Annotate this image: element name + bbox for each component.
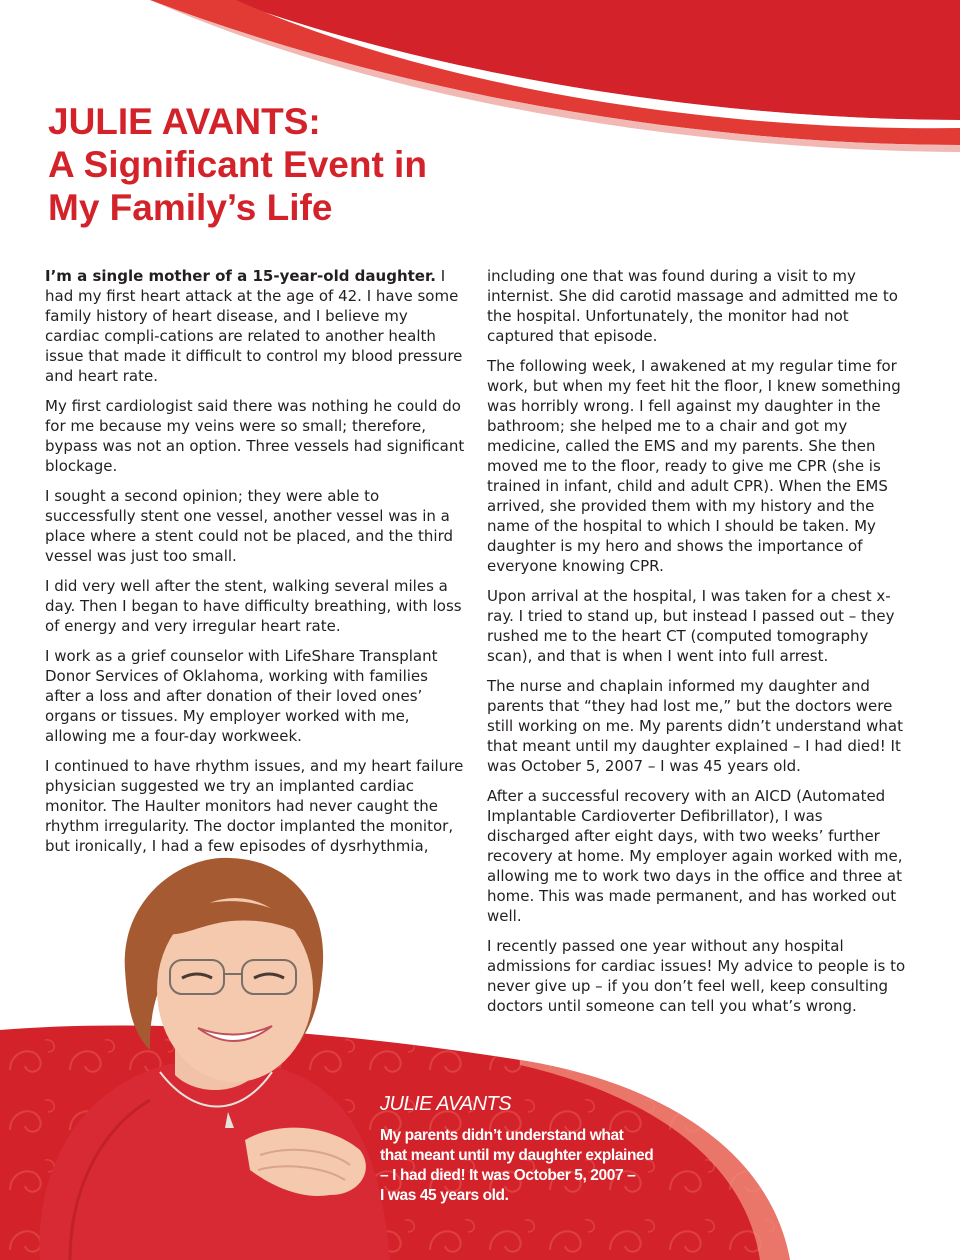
- left-text-column: [45, 266, 465, 866]
- pull-quote-name: JULIE AVANTS: [380, 1093, 512, 1115]
- paragraph: Upon arrival at the hospital, I was taken for a chest x-ray. I tried to stand up, but instead I passed out – they rushed me to the heart CT (computed tomography scan), and that is when I went into full arrest.: [487, 587, 895, 665]
- pull-quote-line: – I had died! It was October 5, 2007 –: [380, 1167, 636, 1184]
- paragraph: I recently passed one year without any hospital admissions for cardiac issues! My advice to people is to never give up – if you don’t feel well, keep consulting doctors until someone can tell you what’s wrong.: [487, 937, 906, 1015]
- paragraph: After a successful recovery with an AICD (Automated Implantable Cardioverter Defibrillator), I was discharged after eight days, with two weeks’ further recovery at home. My employer again worked with me, allowing me to work two days in the office and three at home. This was made permanent, and has worked out well.: [487, 787, 903, 925]
- lead-sentence: I’m a single mother of a 15-year-old daughter.: [45, 267, 436, 285]
- pull-quote-line: My parents didn’t understand what: [380, 1127, 624, 1144]
- pull-quote: [380, 1126, 700, 1206]
- portrait-photo: [30, 850, 430, 1260]
- page-title: [48, 100, 427, 229]
- paragraph: The nurse and chaplain informed my daughter and parents that “they had lost me,” but the doctors were still working on me. My parents didn’t understand what that meant until my daughter explained – I had died! It was October 5, 2007 – I was 45 years old.: [487, 677, 903, 775]
- title-line-3: My Family’s Life: [48, 187, 333, 228]
- paragraph: including one that was found during a visit to my internist. She did carotid massage and admitted me to the hospital. Unfortunately, the monitor had not captured that episode.: [487, 267, 898, 345]
- paragraph: I sought a second opinion; they were able to successfully stent one vessel, another vessel was in a place where a stent could not be placed, and the third vessel was just too small.: [45, 487, 454, 565]
- title-line-1: JULIE AVANTS:: [48, 101, 321, 142]
- paragraph: The following week, I awakened at my regular time for work, but when my feet hit the floor, I knew something was horribly wrong. I fell against my daughter in the bathroom; she helped me to a chair and got my medicine, called the EMS and my parents. She then moved me to the floor, ready to give me CPR (she is trained in infant, child and adult CPR). When the EMS arrived, she provided them with my history and the name of the hospital to which I should be taken. My daughter is my hero and shows the importance of everyone knowing CPR.: [487, 357, 901, 575]
- paragraph: I did very well after the stent, walking several miles a day. Then I began to have difficulty breathing, with loss of energy and very irregular heart rate.: [45, 577, 462, 635]
- pull-quote-line: that meant until my daughter explained: [380, 1147, 654, 1164]
- paragraph: I work as a grief counselor with LifeShare Transplant Donor Services of Oklahoma, working with families after a loss and after donation of their loved ones’ organs or tissues. My employer worked with me, allowing me a four-day workweek.: [45, 647, 438, 745]
- pull-quote-line: I was 45 years old.: [380, 1187, 509, 1204]
- paragraph: [45, 266, 465, 386]
- paragraph: I continued to have rhythm issues, and my heart failure physician suggested we try an implanted cardiac monitor. The Haulter monitors had never caught the rhythm irregularity. The doctor implanted the monitor, but ironically, I had a few episodes of dysrhythmia,: [45, 757, 464, 855]
- title-line-2: A Significant Event in: [48, 144, 427, 185]
- paragraph: My first cardiologist said there was nothing he could do for me because my veins were so small; therefore, bypass was not an option. Three vessels had significant blockage.: [45, 397, 465, 475]
- paragraph-text: I had my first heart attack at the age of 42. I have some family history of heart disease, and I believe my cardiac compli-cations are related to another health issue that made it difficult to control my blood pressure and heart rate.: [45, 267, 463, 385]
